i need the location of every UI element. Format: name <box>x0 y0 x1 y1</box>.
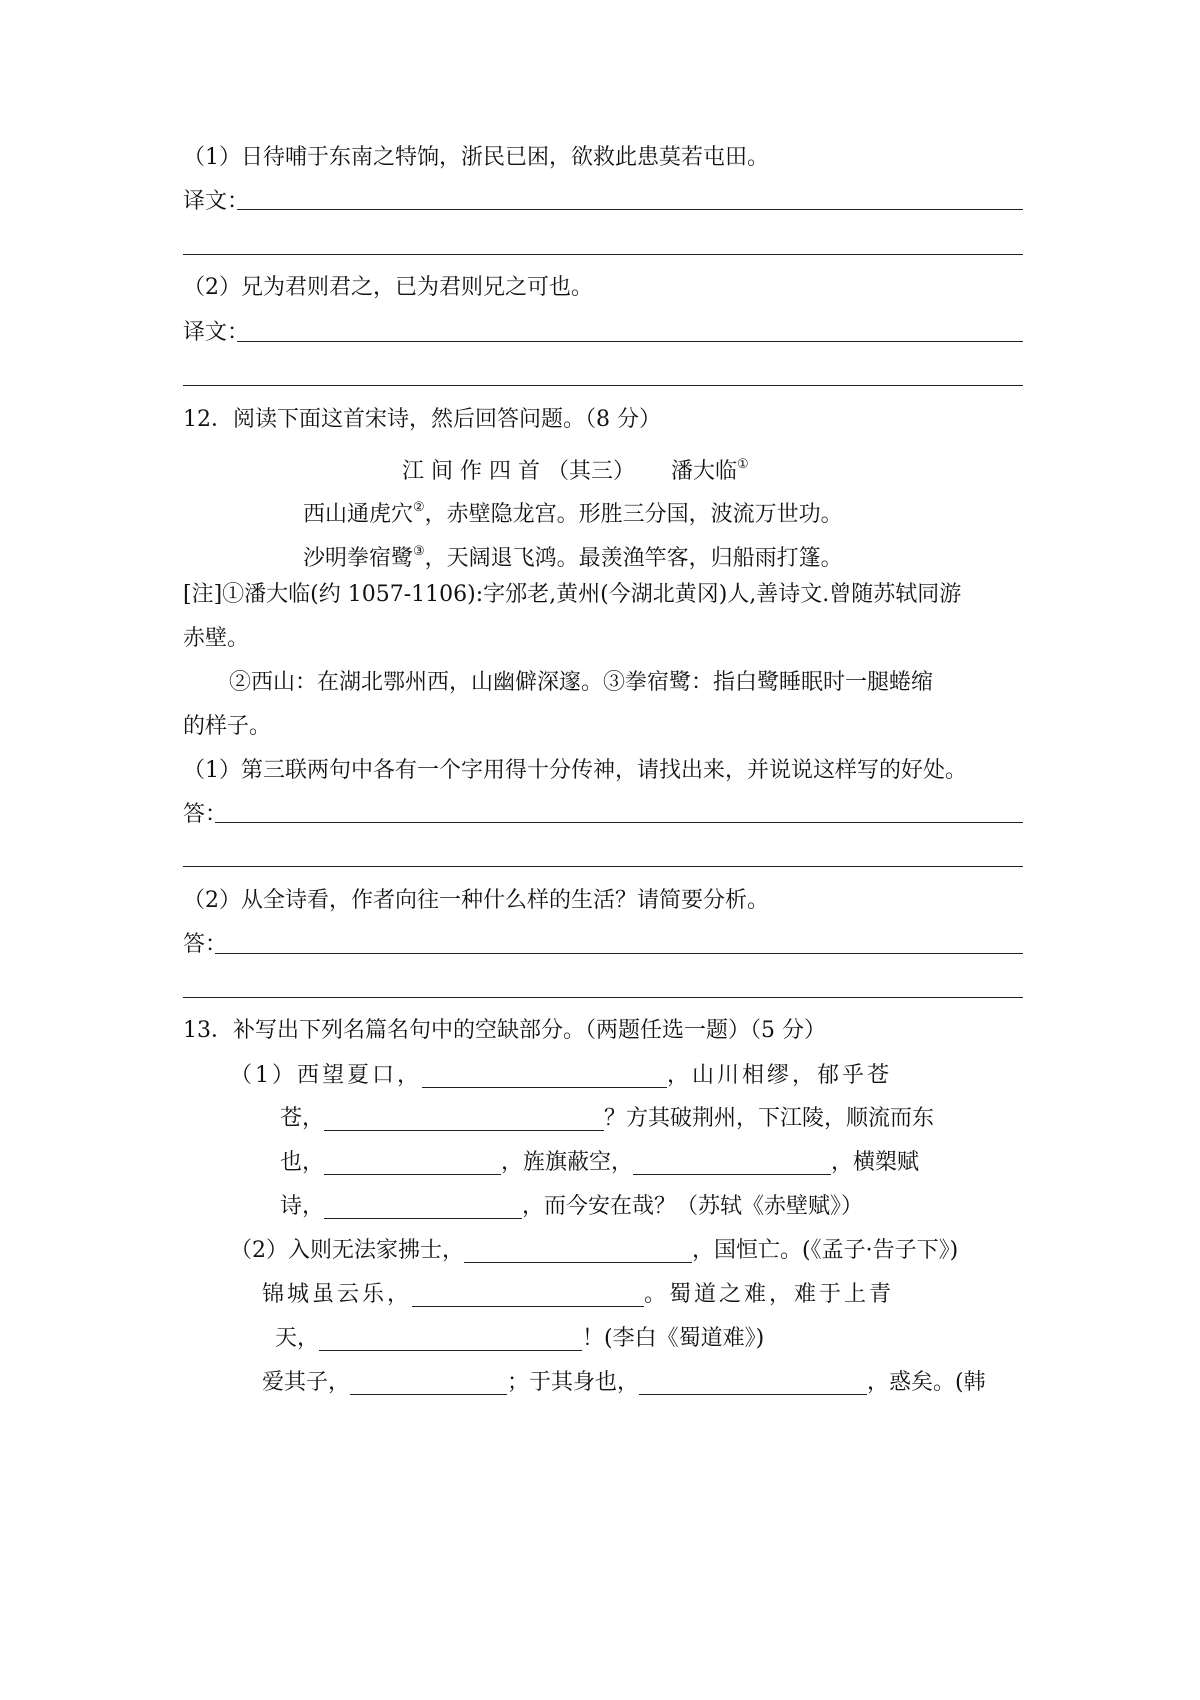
q13-passage-2-line-2 <box>262 1280 1023 1310</box>
fill-blank <box>464 1240 692 1263</box>
answer-line <box>237 341 1023 342</box>
note-1-line-2: 赤壁。 <box>183 626 250 651</box>
verse-text: ，天阔退飞鸿。最羡渔竿客，归船雨打篷。 <box>424 546 843 571</box>
passage-text: 苍， <box>280 1106 325 1131</box>
q12-answer-2-label: 答： <box>183 932 228 957</box>
answer-line <box>215 822 1023 823</box>
q12-subquestion-2: （2）从全诗看，作者向往一种什么样的生活？请简要分析。 <box>183 888 769 913</box>
footnote-marker: ③ <box>413 544 425 559</box>
answer-line <box>183 866 1023 867</box>
passage-text: ，而今安在哉？（苏轼《赤壁赋》） <box>522 1194 864 1219</box>
q11-translation-2-label: 译文： <box>183 320 250 345</box>
passage-text: 。蜀道之难，难于上青 <box>644 1282 895 1307</box>
poem-verse-2 <box>303 537 1003 574</box>
passage-text: 天， <box>275 1326 320 1351</box>
passage-text: ，国恒亡。(《孟子·告子下》) <box>692 1238 959 1263</box>
fill-blank <box>324 1152 501 1175</box>
verse-text: ，赤壁隐龙宫。形胜三分国，波流万世功。 <box>424 502 843 527</box>
q12-answer-1-label: 答： <box>183 802 228 827</box>
passage-text: ！(李白《蜀道难》) <box>582 1326 765 1351</box>
fill-blank <box>633 1152 831 1175</box>
footnote-marker: ① <box>736 457 749 472</box>
passage-text: 也， <box>280 1150 325 1175</box>
passage-text: ，横槊赋 <box>831 1150 920 1175</box>
q13-passage-1-line-4 <box>280 1192 1023 1222</box>
footnote-marker: ② <box>413 500 425 515</box>
passage-text: 爱其子， <box>262 1370 351 1395</box>
fill-blank <box>324 1108 604 1131</box>
passage-text: 诗， <box>280 1194 325 1219</box>
verse-text: 西山通虎穴 <box>303 502 414 527</box>
note-2-line-2: 的样子。 <box>183 714 272 739</box>
fill-blank <box>422 1065 667 1088</box>
passage-text: ，惑矣。(韩 <box>867 1370 986 1395</box>
passage-text: ；于其身也， <box>507 1370 640 1395</box>
fill-blank <box>412 1284 644 1307</box>
q13-passage-1-line-3 <box>280 1148 1023 1178</box>
fill-blank <box>350 1372 507 1395</box>
verse-text: 沙明拳宿鹭 <box>303 546 414 571</box>
passage-text: ，旌旗蔽空， <box>501 1150 634 1175</box>
q13-passage-2-line-4 <box>262 1368 1023 1398</box>
q13-header: 13．补写出下列名篇名句中的空缺部分。（两题任选一题）（5 分） <box>183 1018 826 1043</box>
answer-line <box>183 385 1023 386</box>
poem-verse-1 <box>303 493 1003 530</box>
q13-passage-2-line-1 <box>230 1236 1023 1266</box>
answer-line <box>183 997 1023 998</box>
q12-header: 12．阅读下面这首宋诗，然后回答问题。（8 分） <box>183 407 661 432</box>
q13-passage-1-line-2 <box>280 1104 1023 1134</box>
q11-sentence-2: （2）兄为君则君之，已为君则兄之可也。 <box>183 275 593 300</box>
answer-line <box>183 254 1023 255</box>
poem-title: 江 间 作 四 首 （其三） <box>402 459 635 484</box>
fill-blank <box>324 1196 522 1219</box>
q11-sentence-1: （1）日待哺于东南之特饷，浙民已困，欲救此患莫若屯田。 <box>183 145 769 170</box>
fill-blank <box>639 1372 867 1395</box>
q13-passage-1-line-1 <box>230 1061 1023 1091</box>
answer-line <box>237 209 1023 210</box>
fill-blank <box>319 1328 582 1351</box>
passage-text: （2）入则无法家拂士， <box>230 1238 464 1263</box>
poem-title-line <box>402 450 902 487</box>
passage-text: （1）西望夏口， <box>230 1063 422 1088</box>
passage-text: ，山川相缪，郁乎苍 <box>667 1063 893 1088</box>
note-1-line-1: [注]①潘大临(约 1057-1106):字邠老,黄州(今湖北黄冈)人,善诗文.曾随苏轼同游 <box>183 582 962 607</box>
passage-text: 锦城虽云乐， <box>262 1282 413 1307</box>
poem-author: 潘大临 <box>670 459 737 484</box>
q12-subquestion-1: （1）第三联两句中各有一个字用得十分传神，请找出来，并说说这样写的好处。 <box>183 758 967 783</box>
passage-text: ？方其破荆州，下江陵，顺流而东 <box>604 1106 935 1131</box>
q13-passage-2-line-3 <box>275 1324 1023 1354</box>
q11-translation-1-label: 译文： <box>183 189 250 214</box>
answer-line <box>215 953 1023 954</box>
note-2-line-1: ②西山：在湖北鄂州西，山幽僻深邃。③拳宿鹭：指白鹭睡眠时一腿蜷缩 <box>229 670 934 695</box>
